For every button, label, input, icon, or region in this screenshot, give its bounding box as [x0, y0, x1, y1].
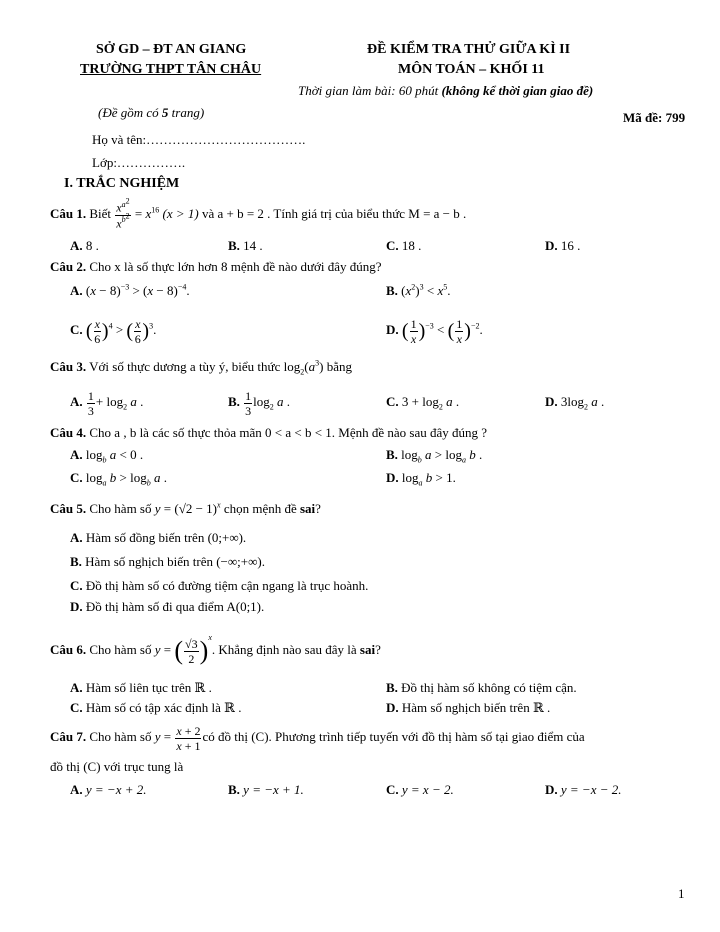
q1-option-d: D. 16 .: [545, 238, 581, 253]
student-class-field: Lớp:…………….: [92, 155, 186, 170]
page-number: 1: [678, 886, 685, 901]
school-dept: SỞ GD – ĐT AN GIANG: [96, 42, 247, 57]
student-name-field: Họ và tên:……………………………….: [92, 132, 306, 147]
question-7: Câu 7. Cho hàm số y = $\frac{x + 2}{x + 1}$ có đồ thị (C). Phương trình tiếp tuyến với đồ thị hàm số tại giao điểm của: [50, 723, 585, 753]
q5-option-d: D. Đồ thị hàm số đi qua điểm A(0;1).: [70, 599, 265, 614]
q4-option-a: A. $\log_b a < 0$ .: [70, 447, 144, 465]
q4-option-b: B. $\log_b a > \log_a b$ .: [386, 447, 483, 465]
question-5: Câu 5. Cho hàm số $y = (√2 - 1)^x$ chọn mệnh đề sai?: [50, 500, 321, 516]
question-3: Câu 3. Với số thực dương a tùy ý, biểu thức $\log_2(a^3)$ bằng: [50, 358, 352, 377]
q4-option-d: D. $\log_a b > 1$.: [386, 470, 456, 488]
q3-option-c: C. $3 + \log_2 a$ .: [386, 394, 460, 412]
school-name: TRƯỜNG THPT TÂN CHÂU: [80, 62, 262, 77]
q3-option-d: D. $3\log_2$ a .: [545, 394, 605, 412]
q3-option-a: A. $\frac{1}{3}$ + $\log_2 a$ .: [70, 388, 144, 418]
q6-option-d: D. Hàm số nghịch biến trên ℝ .: [386, 700, 551, 715]
q5-option-b: B. Hàm số nghịch biến trên (−∞;+∞).: [70, 554, 265, 569]
question-6: Câu 6. Cho hàm số y = ( $\frac{√3}{2}$ )$^x$. Khẳng định nào sau đây là sai?: [50, 633, 381, 666]
q4-option-c: C. $\log_a b > \log_b a$ .: [70, 470, 167, 488]
question-2: Câu 2. Cho x là số thực lớn hơn 8 mệnh đề nào dưới đây đúng?: [50, 259, 382, 274]
q2-option-b: B. $(x^2)^3 < x^5$.: [386, 282, 451, 298]
q7-option-d: D. y = −x − 2.: [545, 782, 622, 797]
q2-option-d: D. ( $\frac{1}{x}$ )$^{-3}$ < ( $\frac{1}{x}$ )$^{-2}$.: [386, 316, 483, 346]
q1-fraction: $\frac{x^{a^2}}{x^{b^2}}$: [116, 195, 130, 231]
exam-time: Thời gian làm bài: 60 phút (không kể thời gian giao đề): [298, 83, 594, 98]
exam-title: ĐỀ KIỂM TRA THỬ GIỮA KÌ II: [367, 42, 571, 57]
q1-option-c: C. 18 .: [386, 238, 422, 253]
question-1: Câu 1. Biết $\frac{x^{a^2}}{x^{b^2}}$ = $x^{16}$ (x > 1) và a + b = 2 . Tính giá trị của biểu thức M = a − b .: [50, 195, 467, 231]
q6-option-c: C. Hàm số có tập xác định là ℝ .: [70, 700, 242, 715]
q1-option-b: B. 14 .: [228, 238, 263, 253]
section-title: I. TRẮC NGHIỆM: [64, 176, 180, 191]
q7-option-c: C. y = x − 2.: [386, 782, 454, 797]
question-7-line2: đồ thị (C) với trục tung là: [50, 759, 184, 774]
q1-option-a: A. 8 .: [70, 238, 99, 253]
q5-option-c: C. Đồ thị hàm số có đường tiệm cận ngang là trục hoành.: [70, 578, 369, 593]
q3-option-b: B. $\frac{1}{3}$ $\log_2 a$ .: [228, 388, 291, 418]
q6-option-a: A. Hàm số liên tục trên ℝ .: [70, 680, 212, 695]
exam-subject: MÔN TOÁN – KHỐI 11: [398, 62, 545, 77]
q2-option-c: C. ( $\frac{x}{6}$ )$^4$ > ( $\frac{x}{6}$ )$^3$.: [70, 316, 157, 346]
q5-option-a: A. Hàm số đồng biến trên (0;+∞).: [70, 530, 247, 545]
q7-option-a: A. y = −x + 2.: [70, 782, 147, 797]
q6-option-b: B. Đồ thị hàm số không có tiệm cận.: [386, 680, 577, 695]
q2-option-a: A. $(x - 8)^{-3} > (x - 8)^{-4}$.: [70, 282, 190, 298]
q7-option-b: B. y = −x + 1.: [228, 782, 304, 797]
pages-note: (Đề gồm có 5 trang): [98, 105, 205, 120]
exam-code: Mã đề: 799: [623, 110, 686, 125]
question-4: Câu 4. Cho a , b là các số thực thỏa mãn 0 < a < b < 1. Mệnh đề nào sau đây đúng ?: [50, 425, 488, 440]
